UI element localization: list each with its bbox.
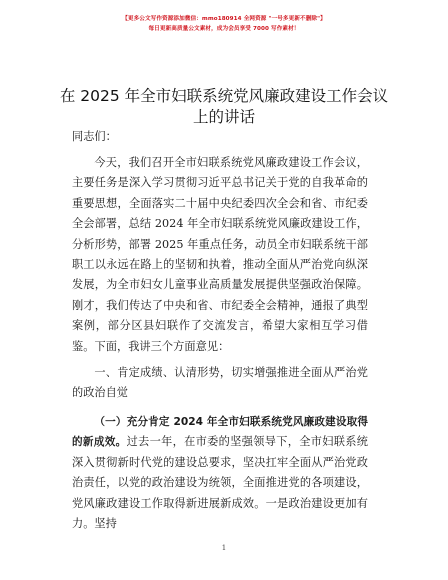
page-number: 1 [221, 544, 227, 552]
promo-banner-line-1: 【更多公文写作资源添加微信：mmo180914 全网资源 "一号多更新不删除"】 [122, 16, 326, 22]
title-line-2: 上的讲话 [192, 108, 255, 126]
paragraph-lead-heading: （一）充分肯定 2024 年全市妇联系统党风廉政建设取得的新成效。 [72, 416, 368, 449]
section-heading-1: 一、肯定成绩、认清形势，切实增强推进全面从严治党的政治自觉 [72, 366, 368, 400]
paragraph-achievements [72, 412, 368, 534]
salutation: 同志们： [72, 130, 117, 143]
document-title [52, 86, 396, 128]
paragraph-intro: 今天，我们召开全市妇联系统党风廉政建设工作会议，主要任务是深入学习贯彻习近平总书记关于党的自我革命的重要思想，全面落实二十届中央纪委四次全会和省、市纪委全会部署，总结 2024 年全市妇联系统党风廉政建设工作，分析形势，部署 2025 年重点任务，动员全市妇联系统干部职工以永远在路上的坚韧和执着，推动全面从严治党向纵深发展，为全市妇女儿童事业高质量发展提供坚强政治保障。刚才，我们传达了中央和省、市纪委全会精神，通报了典型案例，部分区县妇联作了交流发言，希望大家相互学习借鉴。下面，我讲三个方面意见： [72, 156, 368, 353]
title-line-1: 在 2025 年全市妇联系统党风廉政建设工作会议 [59, 87, 389, 105]
paragraph-body: 过去一年，在市委的坚强领导下，全市妇联系统深入贯彻新时代党的建设总要求，坚决扛牢全面从严治党政治责任，以党的政治建设为统领，全面推进党的各项建设，党风廉政建设工作取得新进展新成效。一是政治建设更加有力。坚持 [72, 435, 368, 531]
promo-banner-line-2: 每日更新高质量公文素材，成为会员享受 7000 写作素材！ [148, 26, 300, 32]
